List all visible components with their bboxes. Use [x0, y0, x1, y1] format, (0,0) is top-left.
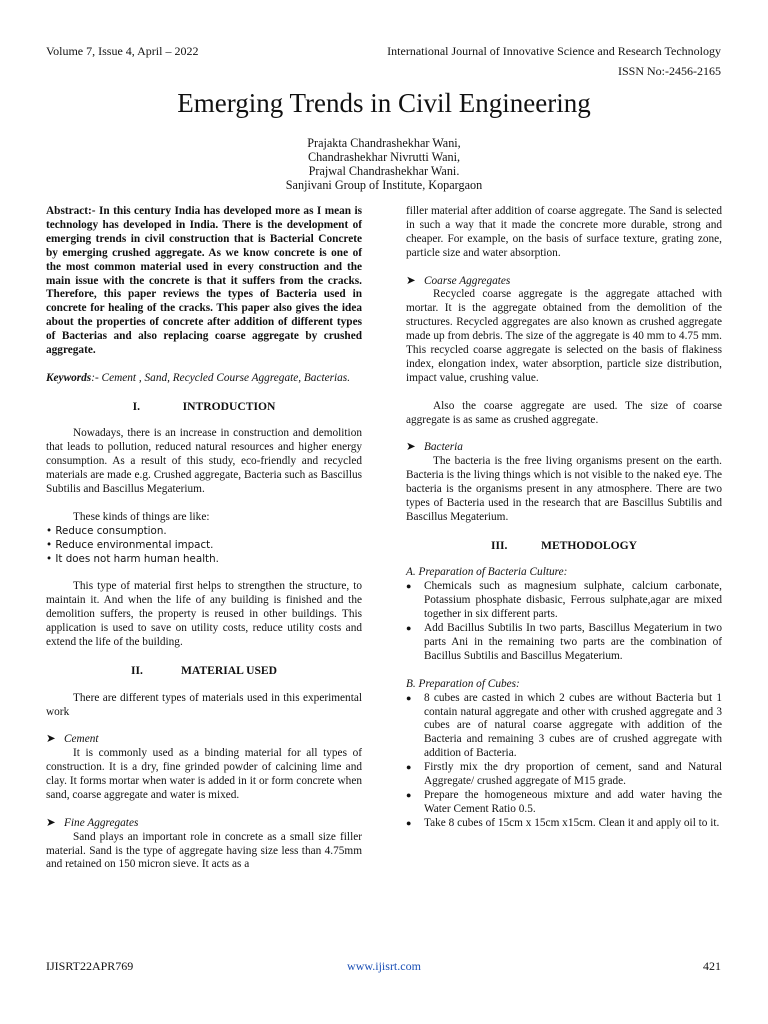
subheading-text: Fine Aggregates — [64, 816, 139, 829]
material-paragraph: There are different types of materials used in this experimental work — [46, 691, 362, 718]
list-item: ● 8 cubes are casted in which 2 cubes are without Bacteria but 1 contain natural aggregate and other with crushed aggregate and 3 cubes are of natural coarse aggregate with addition of the Bacteria and remaining 3 cubes are of crushed aggregate with addition of Bacteria. — [406, 692, 722, 762]
affiliation: Sanjivani Group of Institute, Kopargaon — [285, 178, 483, 192]
author-1: Prajakta Chandrashekhar Wani, — [307, 136, 461, 150]
header-journal: International Journal of Innovative Science and Research Technology — [387, 44, 721, 58]
keywords — [46, 372, 362, 386]
left-column — [46, 205, 362, 872]
section-number: I. — [132, 399, 141, 413]
list-item: ● Prepare the homogeneous mixture and add water having the Water Cement Ratio 0.5. — [406, 789, 722, 817]
subheading-coarse-aggregates — [406, 275, 722, 289]
footer-page-number: 421 — [703, 959, 721, 973]
cubes-list — [406, 692, 722, 831]
section-title: INTRODUCTION — [182, 399, 276, 413]
section-title: METHODOLOGY — [541, 538, 637, 552]
coarse-aggregates-paragraph: Recycled coarse aggregate is the aggregate attached with mortar. It is the aggregate obtained from the demolition of the structures. Recycled aggregates are also known as crushed aggregate made up from debris. The size of the aggregate is 40 mm to 4.75 mm. This recycled coarse aggregate is selected on the basis of flakiness index, elongation index, water absorption, particle size distribution, impact value, crushing value. — [406, 288, 722, 384]
section-number: III. — [491, 538, 508, 552]
intro-list — [46, 525, 362, 567]
section-title: MATERIAL USED — [180, 663, 278, 677]
section-number: II. — [130, 663, 143, 677]
subheading-fine-aggregates — [46, 817, 362, 831]
subheading-bacteria — [406, 441, 722, 455]
abstract-text: In this century India has developed more as I mean is technology has developed in India. There is the development of emerging trends in civil construction that is Bacterial Concrete by emerging crushed aggregate. As we know concrete is one of the most common material used in every construction and the main issue with the concrete is that it suffers from the cracks. Therefore, this paper reviews the types of Bacteria used in concrete for healing of the cracks. This paper also gives the idea about the properties of concrete after addition of different types of Bacterias and also replacing coarse aggregate by crushed aggregate. — [46, 205, 362, 357]
coarse-aggregates-paragraph-2: Also the coarse aggregate are used. The size of coarse aggregate is as same as crushed aggregate. — [406, 399, 722, 426]
abstract — [46, 205, 362, 358]
arrow-icon: ➤ — [406, 274, 416, 287]
subheading-cement — [46, 733, 362, 747]
paper-title: Emerging Trends in Civil Engineering — [177, 88, 591, 118]
abstract-label: Abstract:- — [46, 205, 96, 217]
bacteria-culture-list — [406, 580, 722, 663]
section-heading-methodology — [406, 539, 722, 553]
intro-paragraph-2: These kinds of things are like: — [73, 510, 210, 523]
section-heading-material — [46, 664, 362, 678]
header-issn: ISSN No:-2456-2165 — [617, 64, 721, 78]
author-2: Chandrashekhar Nivrutti Wani, — [307, 150, 461, 164]
arrow-icon: ➤ — [46, 733, 56, 746]
subheading-text: Coarse Aggregates — [424, 274, 511, 287]
arrow-icon: ➤ — [46, 816, 56, 829]
arrow-icon: ➤ — [406, 441, 416, 454]
list-item: • Reduce consumption. — [46, 524, 167, 537]
cement-paragraph: It is commonly used as a binding material for all types of construction. It is a dry, fine grinded powder of calcining lime and clay. It forms mortar when water is added in it or form concrete when sand, coarse aggregate and water is mixed. — [46, 747, 362, 801]
subheading-cubes: B. Preparation of Cubes: — [406, 677, 520, 690]
footer-paper-id: IJISRT22APR769 — [46, 959, 134, 973]
bacteria-paragraph: The bacteria is the free living organisms present on the earth. Bacteria is the living things which is not visible to the naked eye. The bacteria is the organisms present in any atmosphere. There are two types of Bacteria used in the research that are Bascillus Subtilis and Bascillus Megaterium. — [406, 455, 722, 523]
intro-paragraph-3: This type of material first helps to strengthen the structure, to maintain it. And when the life of any building is finished and the demolition suffers, the property is reused in other buildings. This application is used to save on utility costs, reduce utility costs and extend the life of the building. — [46, 580, 362, 649]
right-column — [406, 205, 722, 831]
subheading-text: Cement — [64, 733, 99, 746]
list-item: ● Take 8 cubes of 15cm x 15cm x15cm. Clean it and apply oil to it. — [406, 817, 722, 831]
fine-aggregates-continued: filler material after addition of coarse aggregate. The Sand is selected in such a way that it made the concrete more durable, strong and cheaper. For example, on the basis of surface texture, grating zone, particle size and water absorption. — [406, 205, 722, 259]
section-heading-intro — [46, 400, 362, 414]
list-item: ● Chemicals such as magnesium sulphate, calcium carbonate, Potassium phosphate disbasic, Ferrous sulphate,agar are mixed together in six different parts. — [406, 580, 722, 622]
list-item: ● Firstly mix the dry proportion of cement, sand and Natural Aggregate/ crushed aggregate of M15 grade. — [406, 761, 722, 789]
subheading-text: Bacteria — [424, 441, 463, 454]
authors-block — [0, 136, 768, 192]
list-item: • It does not harm human health. — [46, 552, 219, 565]
author-3: Prajwal Chandrashekhar Wani. — [308, 164, 460, 178]
keywords-text: :- Cement , Sand, Recycled Course Aggregate, Bacterias. — [91, 371, 351, 384]
subheading-bacteria-culture: A. Preparation of Bacteria Culture: — [406, 566, 568, 579]
list-item: • Reduce environmental impact. — [46, 538, 214, 551]
keywords-label: Keywords — [46, 371, 92, 384]
header-volume: Volume 7, Issue 4, April – 2022 — [46, 44, 199, 58]
fine-aggregates-paragraph: Sand plays an important role in concrete as a small size filler material. Sand is the type of aggregate having size less than 4.75mm and retained on 150 micron sieve. It acts as a — [46, 830, 362, 871]
intro-paragraph-1: Nowadays, there is an increase in construction and demolition that leads to pollution, reduced natural resources and higher energy consumption. As a result of this study, eco-friendly and recycled materials are made e.g. Crushed aggregate, Bacteria such as Bascillus Subtilis and Bascillus Megaterium. — [46, 427, 362, 496]
list-item: ● Add Bacillus Subtilis In two parts, Bascillus Megaterium in two parts Ani in the remaining two parts are the combination of Bacillus Subtilis and Bascillus Megaterium. — [406, 622, 722, 664]
footer-website-link[interactable]: www.ijisrt.com — [347, 959, 421, 973]
